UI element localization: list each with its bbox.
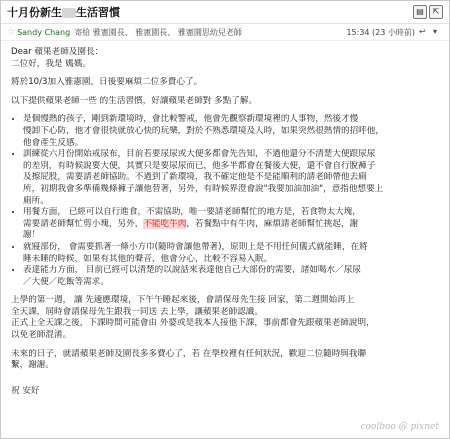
list-item xyxy=(23,207,441,242)
paragraph-line: 繫，謝謝。 xyxy=(11,360,54,371)
join-paragraph xyxy=(11,77,441,89)
greeting: Dear 蘋果老師及園長： xyxy=(11,47,104,57)
paragraph-line: 上學的第一週， 讓 先適應環境，下午午睡起來後，會請保母先生接 回家，第二週開始再上 xyxy=(11,295,355,306)
list-line: 及擦屁股，需要請老師協助。不過到了新環境，我不確定他是不是能順利的請老師帶他去廁 xyxy=(23,172,367,183)
recipients: 寄給 雅憲園長、 雅憲園長、 雅憲園思幼兒老師 xyxy=(74,27,242,37)
more-icon[interactable]: ▾ xyxy=(433,27,438,36)
list-line: • 訓練從六月份開始戒尿布，目前若要尿尿或大便多都會先告知，不過他還分不清楚大便跟尿尿 xyxy=(23,149,376,160)
new-window-icon[interactable]: ⇱ xyxy=(429,5,443,19)
list-line: 謝！ xyxy=(23,230,41,241)
list-line: • 表達能力方面， 目前已經可以清楚的以說話來表達他自己大部份的需要，諸如喝水／尿尿 xyxy=(23,265,361,276)
join-text: 將於10/3加入雅憲園，日後要麻煩二位多費心了。 xyxy=(11,77,203,88)
list-item xyxy=(23,265,441,288)
list-line: 慢卸下心防，他才會很快就放心快的玩樂，對於不熟悉環境及人時，如果突然很熱情的招呼他， xyxy=(23,125,384,136)
sender-name[interactable]: Sandy Chang xyxy=(17,27,71,37)
lead-paragraph xyxy=(11,96,441,108)
sender-row xyxy=(1,24,449,41)
list-line: 睡未睡的時候，如果有其他的聲音，他會分心，比較不容易入眠。 xyxy=(23,253,273,264)
list-line: 他會產生反感。 xyxy=(23,137,84,148)
list-item xyxy=(23,114,441,149)
sign-off: 祝 安好 xyxy=(11,385,40,396)
list-line: • 用餐方面， 已經可以自行進食，不需協助，唯一要請老師幫忙的地方是，若食物太大塊， xyxy=(23,207,361,218)
list-item xyxy=(23,242,441,265)
star-icon[interactable]: ☆ xyxy=(7,27,16,37)
email-header-bar xyxy=(1,1,449,24)
paragraph-line: 以免老師混淆。 xyxy=(11,330,72,341)
list-line: 所，初期我會多準備幾條褲子讓他替著，另外，有時候界澄會說"我要加油加油"，意指他想要上 xyxy=(23,183,384,194)
list-item xyxy=(23,149,441,207)
subject-prefix: 十月份新生 xyxy=(7,6,62,19)
list-line: ／大便／吃飯等需求。 xyxy=(23,276,109,287)
schedule-paragraph xyxy=(11,295,441,341)
paragraph-line: 未來的日子，就請蘋果老師及園長多多費心了，若 在學校裡有任何狀況，歡迎二位隨時與我聯 xyxy=(11,348,367,359)
text-segment: ，若餐點中有牛肉，麻煩請老師幫忙挑起，謝 xyxy=(186,218,359,229)
lead-text: 以下提供蘋果老師一些 的生活習慣，好讓蘋果老師對 多點了解。 xyxy=(11,95,258,106)
habit-list xyxy=(11,114,441,288)
email-subject xyxy=(7,4,120,20)
list-line: 的差別，有時候說要大便，其實只是要尿尿而已，他多半都會在餐後大便，還不會自行脫褲子 xyxy=(23,160,376,171)
list-line: • 是個慢熱的孩子，剛到新環境時，會比較警戒，他會先觀察新環境裡的人事物，然後才慢 xyxy=(23,114,359,125)
paragraph-line: 正式上全天課之後，下課時間可能會由 外婆或是我本人接他下課，事前都會先跟蘋果老師說明， xyxy=(11,318,375,329)
timestamp: 15:34 (23 小時前) xyxy=(346,27,415,37)
paragraph-line: 全天課，屆時會請保母先生跟我一同送 去上學，讓蘋果老師認識。 xyxy=(11,306,263,317)
printer-icon[interactable]: ▤ xyxy=(413,5,427,19)
list-line: • 就寢部份， 會需要抓著一條小方巾(隨時會讓他帶著)，原則上是不用任何儀式就能睡，在將 xyxy=(23,241,368,252)
reply-icon[interactable]: ↩ xyxy=(419,27,426,36)
highlight-no-beef: 不能吃牛肉 xyxy=(143,218,187,229)
intro: 二位好，我是 媽媽。 xyxy=(11,58,92,69)
list-line: 廁所。 xyxy=(23,195,49,206)
list-line xyxy=(23,219,441,231)
closing-paragraph xyxy=(11,349,441,372)
greeting-block xyxy=(11,47,441,70)
subject-suffix: 生活習慣 xyxy=(76,6,120,19)
text-segment: 需要請老師幫忙剪小塊，另外， xyxy=(23,218,144,229)
redacted-name xyxy=(62,8,76,18)
email-body xyxy=(1,41,449,397)
watermark: coolboo @ pixnet xyxy=(360,422,439,432)
